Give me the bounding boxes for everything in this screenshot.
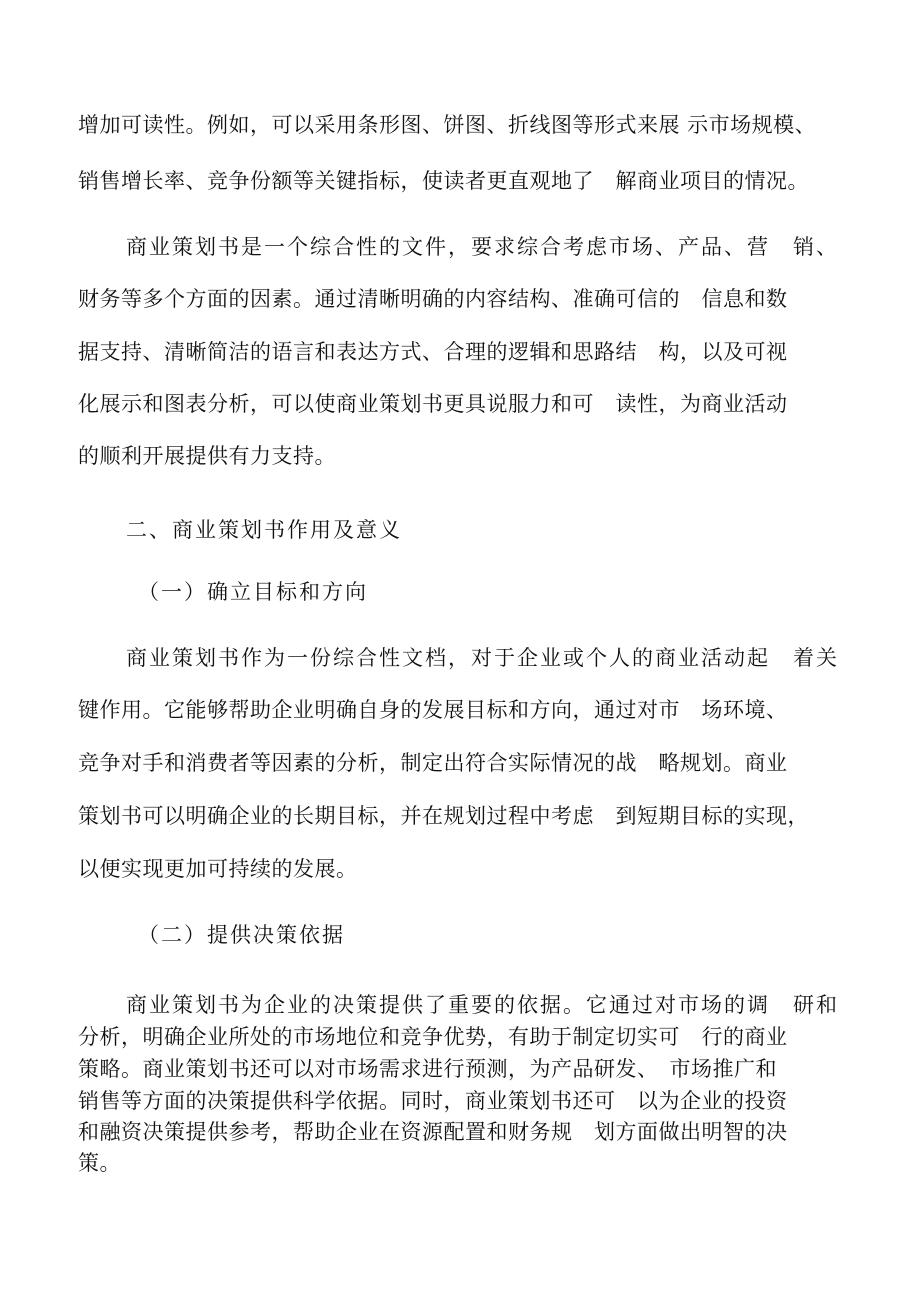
section-heading: 二、商业策划书作用及意义 [126,518,402,542]
subsection-1-line-5: 以便实现更加可持续的发展。 [78,857,358,881]
paragraph-2-line-3: 据支持、清晰简洁的语言和表达方式、合理的逻辑和思路结 构，以及可视 [78,340,788,364]
subsection-2-heading: （二）提供决策依据 [138,923,345,947]
subsection-2-line-4: 销售等方面的决策提供科学依据。同时，商业策划书还可 以为企业的投资 [78,1089,788,1113]
paragraph-1-line-1: 增加可读性。例如，可以采用条形图、饼图、折线图等形式来展 示市场规模、 [78,113,817,137]
paragraph-2-line-4: 化展示和图表分析，可以使商业策划书更具说服力和可 读性，为商业活动 [78,392,788,416]
subsection-1-heading: （一）确立目标和方向 [138,580,368,604]
subsection-2-line-2: 分析，明确企业所处的市场地位和竞争优势，有助于制定切实可 行的商业 [78,1025,788,1049]
subsection-1-line-3: 竞争对手和消费者等因素的分析，制定出符合实际情况的战 略规划。商业 [78,751,788,775]
paragraph-2-line-2: 财务等多个方面的因素。通过清晰明确的内容结构、准确可信的 信息和数 [78,287,788,311]
subsection-2-line-5: 和融资决策提供参考，帮助企业在资源配置和财务规 划方面做出明智的决 [78,1120,788,1144]
paragraph-2-line-1: 商业策划书是一个综合性的文件，要求综合考虑市场、产品、营 销、 [126,235,839,259]
paragraph-2-line-5: 的顺利开展提供有力支持。 [78,444,336,468]
subsection-1-line-2: 键作用。它能够帮助企业明确自身的发展目标和方向，通过对市 场环境、 [78,698,788,722]
subsection-2-line-1: 商业策划书为企业的决策提供了重要的依据。它通过对市场的调 研和 [126,993,839,1017]
subsection-1-line-4: 策划书可以明确企业的长期目标，并在规划过程中考虑 到短期目标的实现， [78,804,809,828]
subsection-2-line-3: 策略。商业策划书还可以对市场需求进行预测，为产品研发、 市场推广和 [78,1057,777,1081]
subsection-1-line-1: 商业策划书作为一份综合性文档，对于企业或个人的商业活动起 着关 [126,646,839,670]
subsection-2-line-6: 策。 [78,1151,121,1175]
paragraph-1-line-2: 销售增长率、竞争份额等关键指标，使读者更直观地了 解商业项目的情况。 [78,169,809,193]
